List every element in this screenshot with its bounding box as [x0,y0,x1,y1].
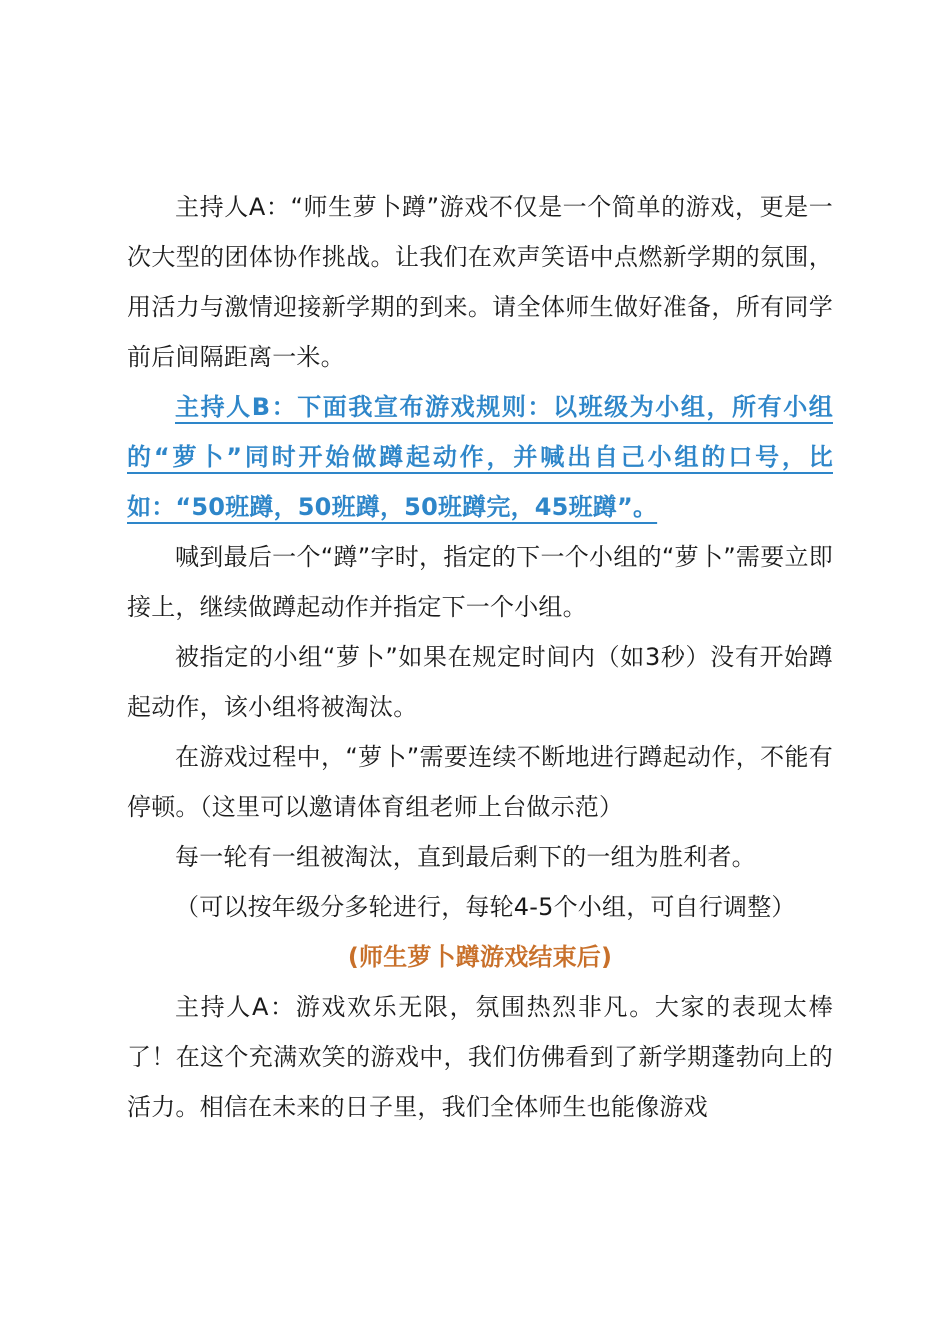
paragraph-rule-elimination: 被指定的小组“萝卜”如果在规定时间内（如3秒）没有开始蹲起动作，该小组将被淘汰。 [127,643,833,721]
paragraph-rule-next-group: 喊到最后一个“蹲”字时，指定的下一个小组的“萝卜”需要立即接上，继续做蹲起动作并指定下一个小组。 [127,543,833,621]
paragraph-host-b-rules: 主持人B：下面我宣布游戏规则：以班级为小组，所有小组的“萝卜”同时开始做蹲起动作，并喊出自己小组的口号，比如：“50班蹲，50班蹲，50班蹲完，45班蹲”。 [127,393,833,521]
paragraph-rule-continuous: 在游戏过程中，“萝卜”需要连续不断地进行蹲起动作，不能有停顿。（这里可以邀请体育组老师上台做示范） [127,743,833,821]
paragraph-rule-winner: 每一轮有一组被淘汰，直到最后剩下的一组为胜利者。 [175,843,756,871]
section-heading-after-game: (师生萝卜蹲游戏结束后) [347,943,613,971]
paragraph-host-a-closing: 主持人A：游戏欢乐无限，氛围热烈非凡。大家的表现太棒了！在这个充满欢笑的游戏中，我们仿佛看到了新学期蓬勃向上的活力。相信在未来的日子里，我们全体师生也能像游戏 [127,993,833,1121]
paragraph-host-a-intro: 主持人A：“师生萝卜蹲”游戏不仅是一个简单的游戏，更是一次大型的团体协作挑战。让我们在欢声笑语中点燃新学期的氛围，用活力与激情迎接新学期的到来。请全体师生做好准备，所有同学前后间隔距离一米。 [127,193,833,371]
paragraph-rounds-note: （可以按年级分多轮进行，每轮4-5个小组，可自行调整） [175,893,796,921]
document-body [127,182,833,1132]
